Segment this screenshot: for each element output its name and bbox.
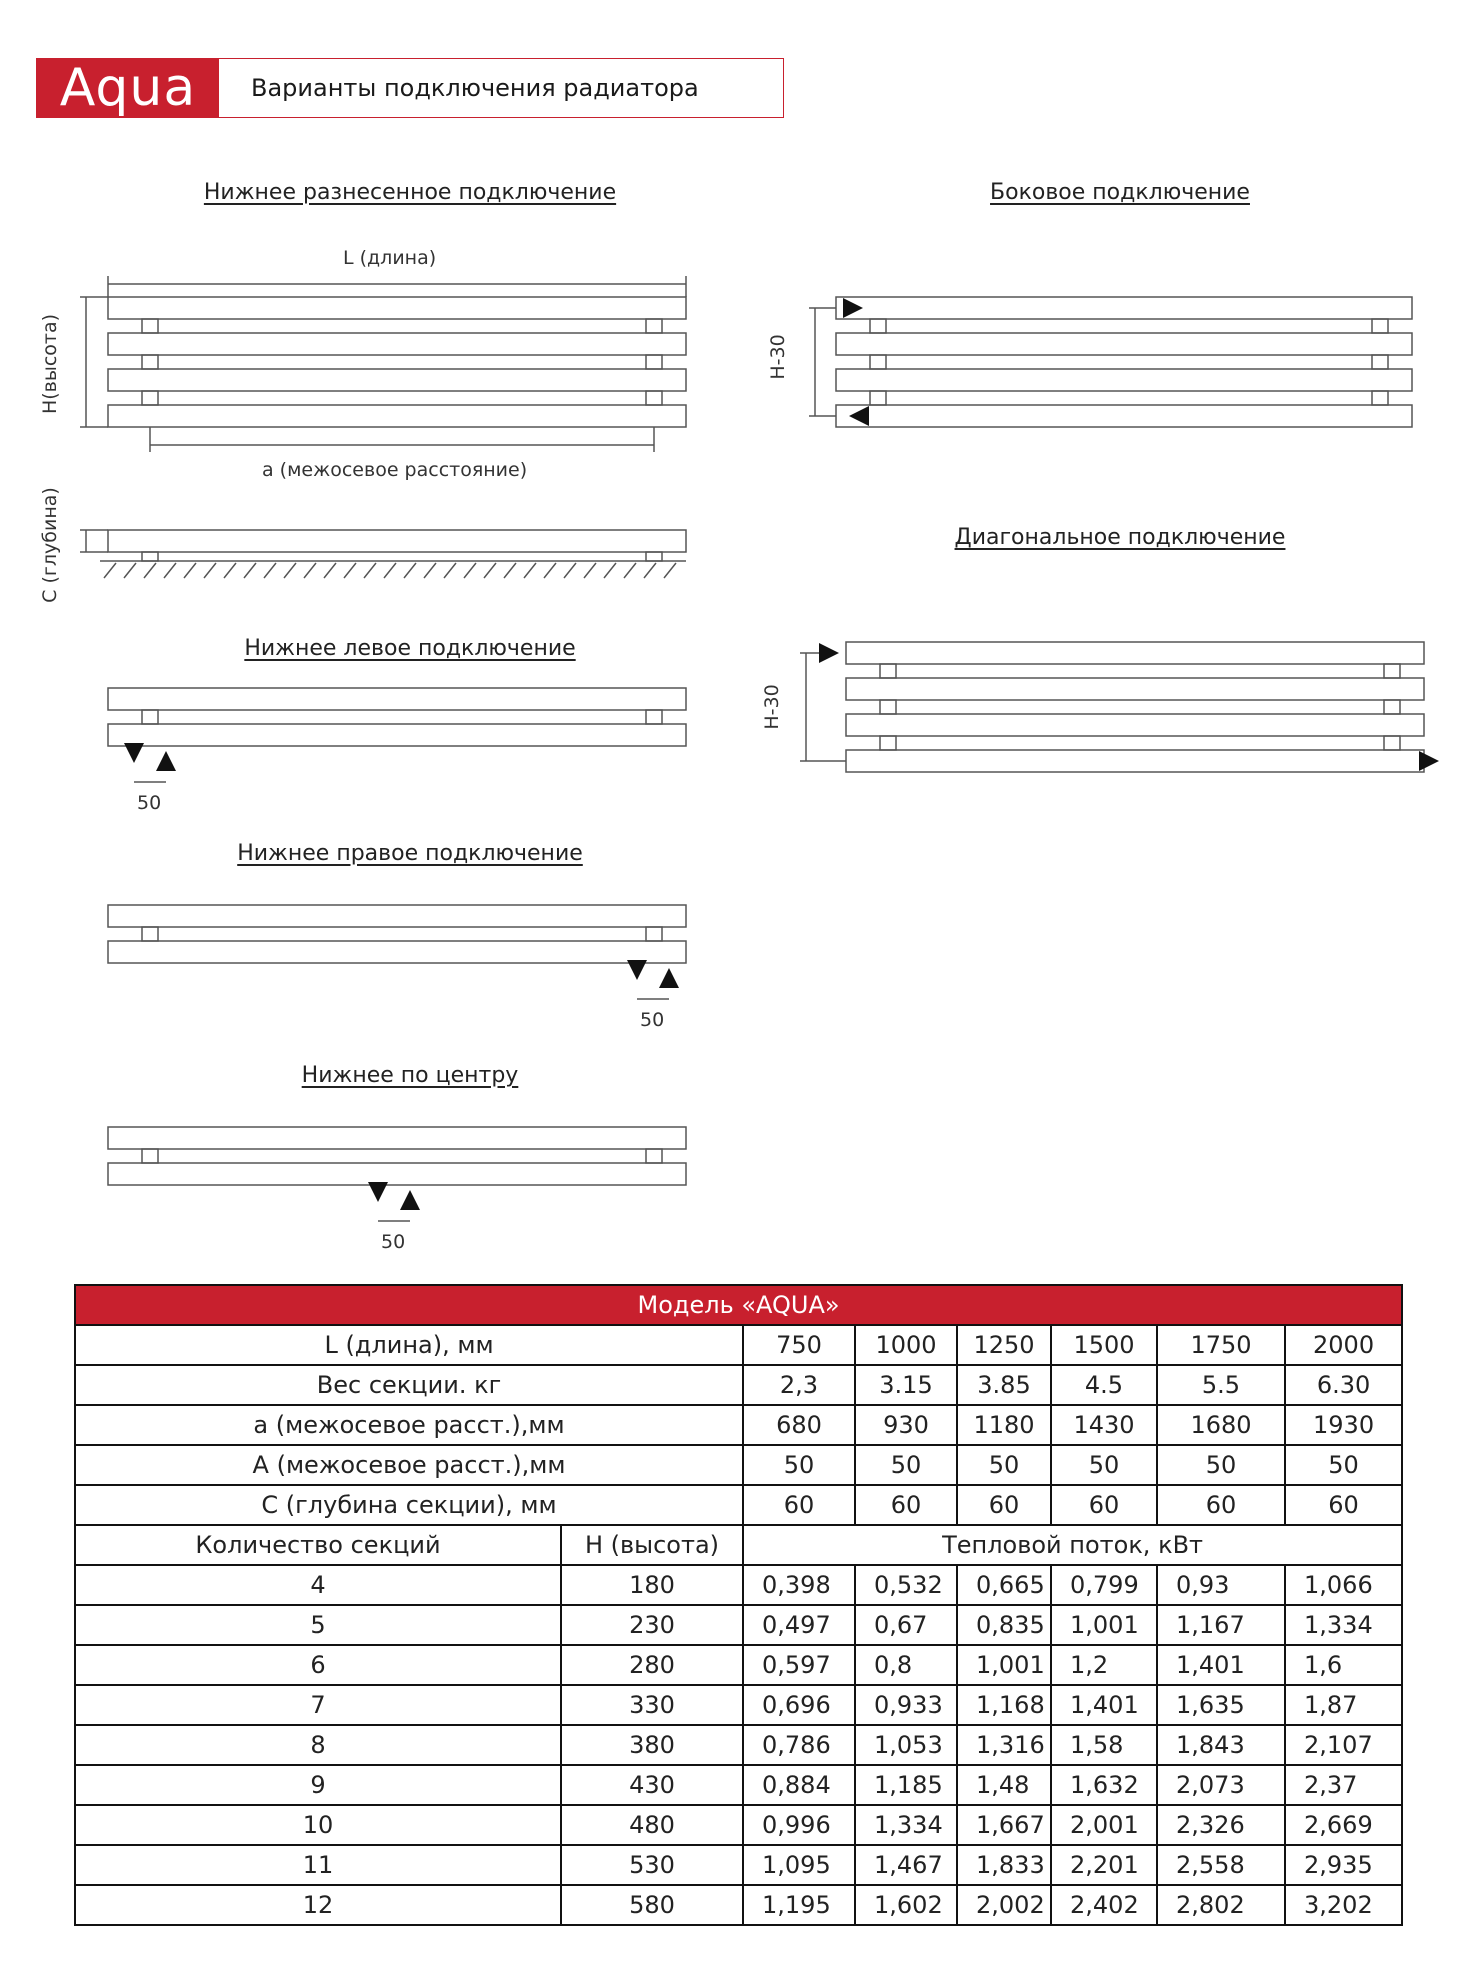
col-heat-flow: Тепловой поток, кВт bbox=[743, 1525, 1402, 1565]
sections-cell: 8 bbox=[75, 1725, 561, 1765]
spec-label: Вес секции. кг bbox=[75, 1365, 743, 1405]
title-side: Боковое подключение bbox=[990, 180, 1250, 205]
table-row bbox=[75, 1645, 1402, 1685]
table-row bbox=[75, 1845, 1402, 1885]
col-height: H (высота) bbox=[561, 1525, 743, 1565]
page-title: Варианты подключения радиатора bbox=[251, 74, 699, 102]
bottom-left-dim: 50 bbox=[137, 792, 162, 814]
spec-value: 6.30 bbox=[1285, 1365, 1402, 1405]
spec-value: 680 bbox=[743, 1405, 855, 1445]
heat-flow-cell: 1,095 bbox=[743, 1845, 855, 1885]
heat-flow-cell: 0,665 bbox=[957, 1565, 1051, 1605]
heat-flow-cell: 0,497 bbox=[743, 1605, 855, 1645]
table-row bbox=[75, 1685, 1402, 1725]
sections-cell: 10 bbox=[75, 1805, 561, 1845]
length-label: L (длина) bbox=[343, 247, 437, 269]
heat-flow-cell: 2,107 bbox=[1285, 1725, 1402, 1765]
bottom-center-dim: 50 bbox=[381, 1231, 406, 1253]
spec-value: 50 bbox=[957, 1445, 1051, 1485]
table-row bbox=[75, 1765, 1402, 1805]
table-row bbox=[75, 1605, 1402, 1645]
diagonal-h-label: H-30 bbox=[761, 684, 783, 730]
heat-flow-cell: 1,168 bbox=[957, 1685, 1051, 1725]
heat-flow-cell: 1,053 bbox=[855, 1725, 957, 1765]
spec-table bbox=[74, 1284, 1401, 1926]
title-diagonal: Диагональное подключение bbox=[954, 525, 1286, 550]
heat-flow-cell: 1,195 bbox=[743, 1885, 855, 1925]
heat-flow-cell: 1,001 bbox=[1051, 1605, 1157, 1645]
heat-flow-cell: 2,402 bbox=[1051, 1885, 1157, 1925]
heat-flow-cell: 1,401 bbox=[1157, 1645, 1285, 1685]
spec-value: 1500 bbox=[1051, 1325, 1157, 1365]
spec-value: 2000 bbox=[1285, 1325, 1402, 1365]
heat-flow-cell: 1,334 bbox=[1285, 1605, 1402, 1645]
heat-flow-cell: 1,167 bbox=[1157, 1605, 1285, 1645]
heat-flow-cell: 1,2 bbox=[1051, 1645, 1157, 1685]
spec-value: 60 bbox=[855, 1485, 957, 1525]
heat-flow-cell: 2,935 bbox=[1285, 1845, 1402, 1885]
sections-cell: 7 bbox=[75, 1685, 561, 1725]
heat-flow-cell: 0,884 bbox=[743, 1765, 855, 1805]
heat-flow-cell: 1,635 bbox=[1157, 1685, 1285, 1725]
spec-value: 60 bbox=[1157, 1485, 1285, 1525]
heat-flow-cell: 0,93 bbox=[1157, 1565, 1285, 1605]
heat-flow-cell: 1,316 bbox=[957, 1725, 1051, 1765]
title-bottom-left: Нижнее левое подключение bbox=[244, 636, 576, 661]
spec-value: 1250 bbox=[957, 1325, 1051, 1365]
heat-flow-cell: 1,87 bbox=[1285, 1685, 1402, 1725]
spec-value: 60 bbox=[1285, 1485, 1402, 1525]
sections-cell: 5 bbox=[75, 1605, 561, 1645]
heat-flow-cell: 2,001 bbox=[1051, 1805, 1157, 1845]
heat-flow-cell: 2,326 bbox=[1157, 1805, 1285, 1845]
spec-value: 50 bbox=[1051, 1445, 1157, 1485]
table-row bbox=[75, 1565, 1402, 1605]
radiator-depth-view bbox=[80, 530, 686, 578]
radiator-diagonal-view bbox=[800, 642, 1424, 772]
spec-label: a (межосевое расст.),мм bbox=[75, 1405, 743, 1445]
heat-flow-cell: 0,532 bbox=[855, 1565, 957, 1605]
heat-flow-cell: 2,558 bbox=[1157, 1845, 1285, 1885]
heat-flow-cell: 1,467 bbox=[855, 1845, 957, 1885]
side-h-label: H-30 bbox=[767, 334, 789, 380]
heat-flow-cell: 1,185 bbox=[855, 1765, 957, 1805]
spec-value: 1430 bbox=[1051, 1405, 1157, 1445]
spec-row bbox=[75, 1325, 1402, 1365]
spec-label: A (межосевое расст.),мм bbox=[75, 1445, 743, 1485]
brand-logo: Aqua bbox=[37, 59, 219, 117]
spec-value: 1180 bbox=[957, 1405, 1051, 1445]
heat-flow-cell: 2,37 bbox=[1285, 1765, 1402, 1805]
radiator-side-view bbox=[809, 297, 1412, 427]
sections-cell: 9 bbox=[75, 1765, 561, 1805]
heat-flow-cell: 2,669 bbox=[1285, 1805, 1402, 1845]
heat-flow-cell: 2,201 bbox=[1051, 1845, 1157, 1885]
heat-flow-cell: 1,667 bbox=[957, 1805, 1051, 1845]
spec-value: 1000 bbox=[855, 1325, 957, 1365]
spec-row bbox=[75, 1365, 1402, 1405]
height-cell: 280 bbox=[561, 1645, 743, 1685]
sections-cell: 12 bbox=[75, 1885, 561, 1925]
spec-value: 50 bbox=[1285, 1445, 1402, 1485]
table-title: Модель «AQUA» bbox=[75, 1285, 1402, 1325]
table-title-row bbox=[75, 1285, 1402, 1325]
spec-value: 3.85 bbox=[957, 1365, 1051, 1405]
spec-value: 750 bbox=[743, 1325, 855, 1365]
title-bottom-spaced: Нижнее разнесенное подключение bbox=[203, 180, 617, 205]
height-cell: 430 bbox=[561, 1765, 743, 1805]
spec-value: 4.5 bbox=[1051, 1365, 1157, 1405]
spec-value: 60 bbox=[1051, 1485, 1157, 1525]
radiator-front-view bbox=[80, 276, 686, 452]
spec-value: 5.5 bbox=[1157, 1365, 1285, 1405]
heat-flow-cell: 1,066 bbox=[1285, 1565, 1402, 1605]
heat-flow-cell: 0,597 bbox=[743, 1645, 855, 1685]
spec-label: L (длина), мм bbox=[75, 1325, 743, 1365]
radiator-bottom-center bbox=[108, 1127, 686, 1221]
spec-value: 50 bbox=[855, 1445, 957, 1485]
heat-flow-cell: 1,602 bbox=[855, 1885, 957, 1925]
spec-value: 2,3 bbox=[743, 1365, 855, 1405]
heat-flow-cell: 1,833 bbox=[957, 1845, 1051, 1885]
heat-flow-cell: 0,786 bbox=[743, 1725, 855, 1765]
spec-row bbox=[75, 1485, 1402, 1525]
heat-flow-cell: 1,48 bbox=[957, 1765, 1051, 1805]
height-cell: 180 bbox=[561, 1565, 743, 1605]
spec-value: 3.15 bbox=[855, 1365, 957, 1405]
depth-label: C (глубина) bbox=[39, 487, 61, 603]
heat-flow-cell: 0,8 bbox=[855, 1645, 957, 1685]
spec-label: C (глубина секции), мм bbox=[75, 1485, 743, 1525]
spec-row bbox=[75, 1445, 1402, 1485]
heat-flow-cell: 0,696 bbox=[743, 1685, 855, 1725]
sections-cell: 6 bbox=[75, 1645, 561, 1685]
height-cell: 230 bbox=[561, 1605, 743, 1645]
height-cell: 480 bbox=[561, 1805, 743, 1845]
height-label: H(высота) bbox=[39, 313, 61, 415]
heat-flow-cell: 1,6 bbox=[1285, 1645, 1402, 1685]
heat-flow-cell: 1,401 bbox=[1051, 1685, 1157, 1725]
radiator-bottom-left bbox=[108, 688, 686, 782]
col-sections: Количество секций bbox=[75, 1525, 561, 1565]
height-cell: 580 bbox=[561, 1885, 743, 1925]
heat-flow-cell: 1,632 bbox=[1051, 1765, 1157, 1805]
heat-flow-cell: 2,802 bbox=[1157, 1885, 1285, 1925]
spec-value: 50 bbox=[1157, 1445, 1285, 1485]
spec-value: 1680 bbox=[1157, 1405, 1285, 1445]
spec-value: 60 bbox=[743, 1485, 855, 1525]
heat-flow-cell: 0,933 bbox=[855, 1685, 957, 1725]
spec-value: 930 bbox=[855, 1405, 957, 1445]
spec-value: 50 bbox=[743, 1445, 855, 1485]
heat-flow-cell: 0,996 bbox=[743, 1805, 855, 1845]
heat-flow-cell: 0,835 bbox=[957, 1605, 1051, 1645]
table-row bbox=[75, 1805, 1402, 1845]
heat-flow-cell: 1,334 bbox=[855, 1805, 957, 1845]
title-bottom-center: Нижнее по центру bbox=[301, 1063, 519, 1088]
column-header-row bbox=[75, 1525, 1402, 1565]
table-row bbox=[75, 1725, 1402, 1765]
heat-flow-cell: 3,202 bbox=[1285, 1885, 1402, 1925]
heat-flow-cell: 1,001 bbox=[957, 1645, 1051, 1685]
spec-value: 60 bbox=[957, 1485, 1051, 1525]
height-cell: 380 bbox=[561, 1725, 743, 1765]
heat-flow-cell: 2,073 bbox=[1157, 1765, 1285, 1805]
heat-flow-cell: 0,398 bbox=[743, 1565, 855, 1605]
radiator-bottom-right bbox=[108, 905, 686, 999]
axis-distance-label: a (межосевое расстояние) bbox=[262, 459, 528, 481]
table-row bbox=[75, 1885, 1402, 1925]
title-bottom-right: Нижнее правое подключение bbox=[237, 841, 583, 866]
height-cell: 530 bbox=[561, 1845, 743, 1885]
spec-value: 1750 bbox=[1157, 1325, 1285, 1365]
heat-flow-cell: 0,67 bbox=[855, 1605, 957, 1645]
sections-cell: 4 bbox=[75, 1565, 561, 1605]
spec-value: 1930 bbox=[1285, 1405, 1402, 1445]
heat-flow-cell: 2,002 bbox=[957, 1885, 1051, 1925]
heat-flow-cell: 1,58 bbox=[1051, 1725, 1157, 1765]
heat-flow-cell: 0,799 bbox=[1051, 1565, 1157, 1605]
height-cell: 330 bbox=[561, 1685, 743, 1725]
sections-cell: 11 bbox=[75, 1845, 561, 1885]
heat-flow-cell: 1,843 bbox=[1157, 1725, 1285, 1765]
spec-row bbox=[75, 1405, 1402, 1445]
bottom-right-dim: 50 bbox=[640, 1009, 665, 1031]
